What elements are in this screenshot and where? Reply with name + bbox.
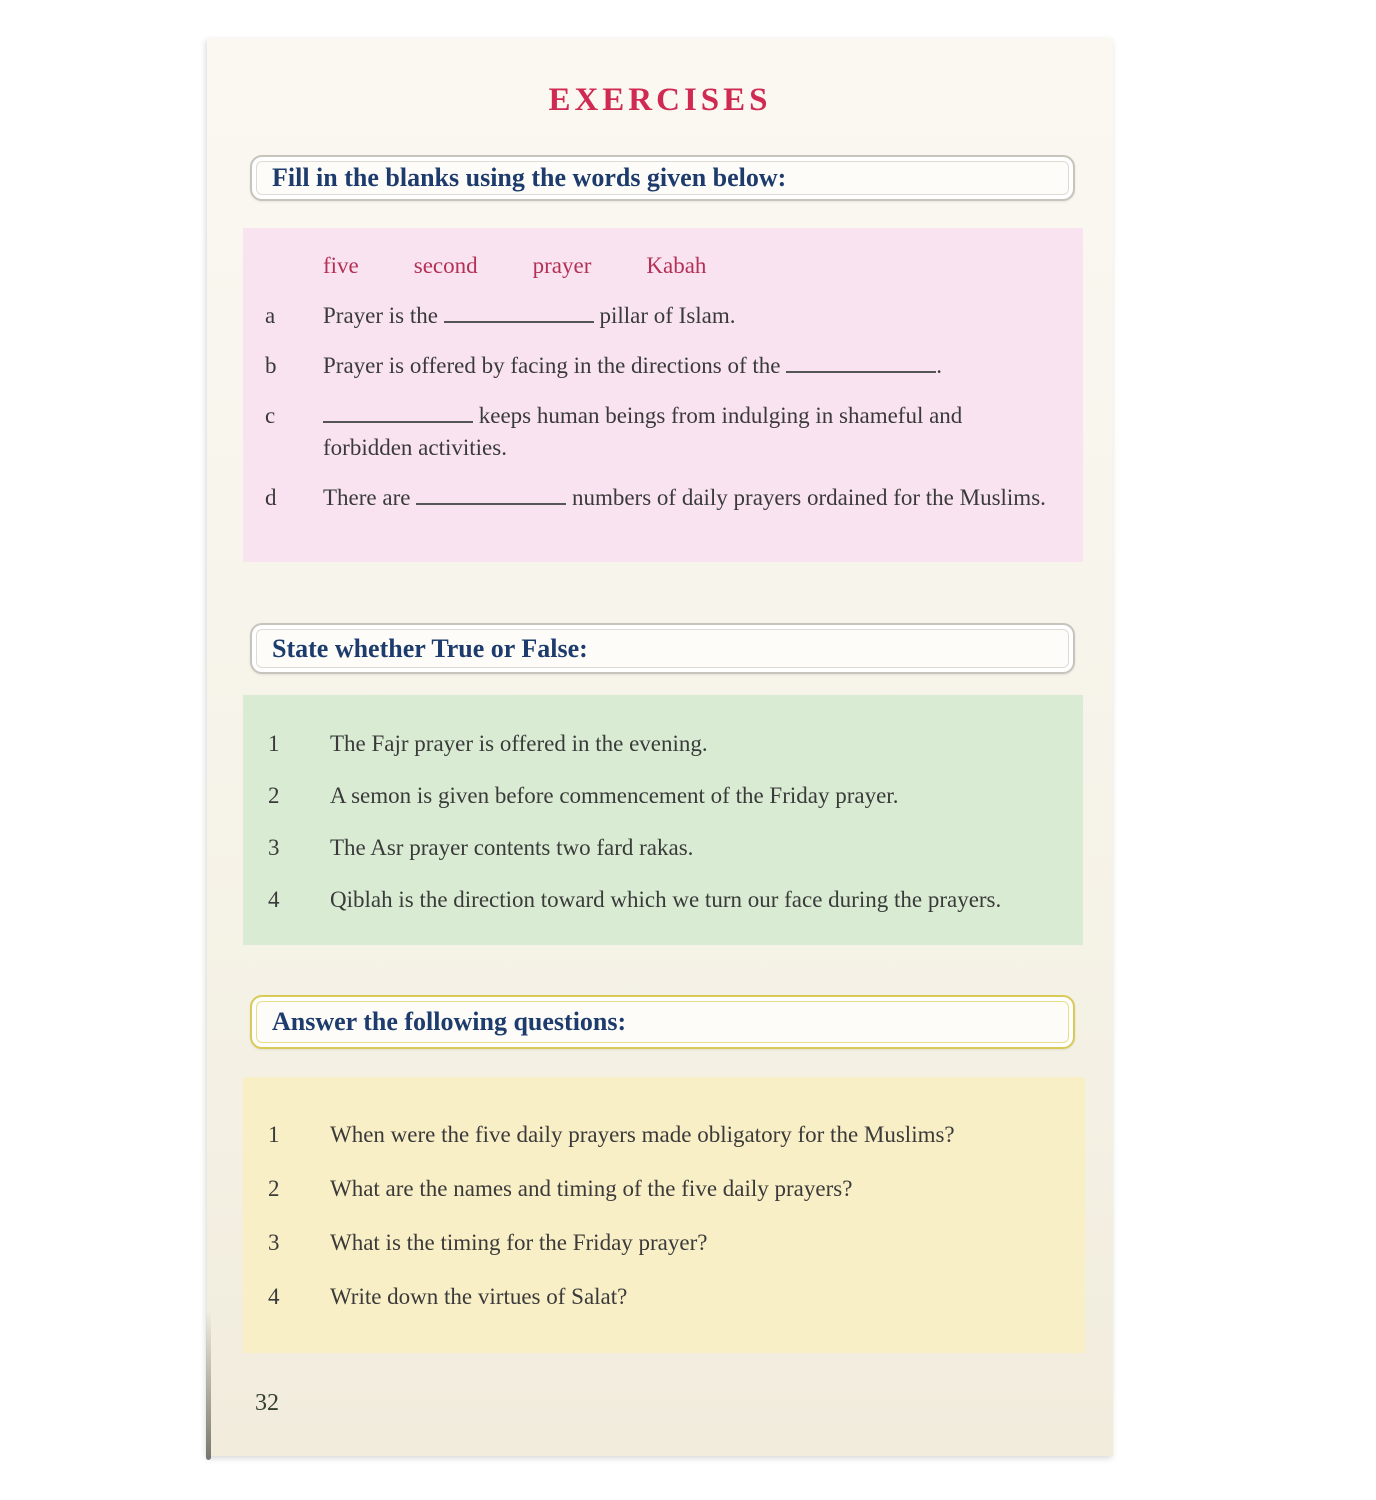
word-bank-item: second <box>413 253 478 278</box>
section-header-fill-in-blanks-label: Fill in the blanks using the words given below: <box>272 163 787 192</box>
blank-line <box>416 489 566 505</box>
fill-item-letter: a <box>265 303 276 328</box>
fill-item-text-segment: pillar of Islam. <box>593 303 736 328</box>
book-page <box>207 38 1113 1456</box>
fill-item-c <box>243 400 1083 464</box>
fill-item-letter: b <box>265 353 277 378</box>
question-item-4 <box>243 1281 1085 1313</box>
fill-item-letter: d <box>265 485 277 510</box>
fill-item-text <box>323 350 1048 382</box>
fill-item-d <box>243 482 1083 514</box>
fill-item-text <box>323 482 1048 514</box>
fill-item-text-segment: Prayer is offered by facing in the directions of the <box>323 353 787 378</box>
fill-item-letter: c <box>265 403 276 428</box>
question-item-text: What are the names and timing of the five daily prayers? <box>330 1176 853 1201</box>
true-false-item-3 <box>243 832 1083 864</box>
blank-line <box>444 307 594 323</box>
fill-item-text <box>323 400 1048 464</box>
page-number: 32 <box>255 1390 279 1416</box>
question-item-number: 4 <box>268 1284 280 1309</box>
true-false-item-2 <box>243 780 1083 812</box>
true-false-item-text: Qiblah is the direction toward which we turn our face during the prayers. <box>330 887 1002 912</box>
fill-item-text-segment: . <box>936 353 943 378</box>
question-item-number: 2 <box>268 1176 280 1201</box>
questions-panel <box>243 1077 1085 1353</box>
word-bank-item: prayer <box>532 253 592 278</box>
fill-item-text-segment: numbers of daily prayers ordained for the Muslims. <box>566 485 1046 510</box>
fill-item-text-segment: Prayer is the <box>323 303 444 328</box>
true-false-item-number: 2 <box>268 783 280 808</box>
question-item-text: Write down the virtues of Salat? <box>330 1284 628 1309</box>
fill-in-blanks-items <box>243 300 1083 514</box>
page-title: EXERCISES <box>548 82 772 118</box>
fill-in-blanks-panel <box>243 228 1083 562</box>
question-item-2 <box>243 1173 1085 1205</box>
true-false-item-text: The Asr prayer contents two fard rakas. <box>330 835 694 860</box>
true-false-item-1 <box>243 728 1083 760</box>
word-bank-item: five <box>323 253 359 278</box>
question-items <box>243 1119 1085 1313</box>
section-header-true-false-label: State whether True or False: <box>272 633 588 663</box>
question-item-number: 3 <box>268 1230 280 1255</box>
section-header-fill-in-blanks <box>250 155 1075 201</box>
blank-line <box>786 357 936 373</box>
true-false-item-number: 1 <box>268 731 280 756</box>
true-false-panel <box>243 695 1083 945</box>
true-false-items <box>243 728 1083 916</box>
true-false-item-4 <box>243 884 1083 916</box>
true-false-item-text: The Fajr prayer is offered in the evening. <box>330 731 708 756</box>
section-header-questions-label: Answer the following questions: <box>272 1007 627 1036</box>
fill-item-text-segment: There are <box>323 485 417 510</box>
fill-item-text-segment: keeps human beings from indulging in shameful and forbidden activities. <box>323 403 963 460</box>
true-false-item-number: 4 <box>268 887 280 912</box>
section-header-questions <box>250 995 1075 1049</box>
true-false-item-number: 3 <box>268 835 280 860</box>
blank-line <box>323 407 473 423</box>
fill-item-b <box>243 350 1083 382</box>
question-item-text: When were the five daily prayers made obligatory for the Muslims? <box>330 1122 955 1147</box>
question-item-1 <box>243 1119 1085 1151</box>
question-item-text: What is the timing for the Friday prayer? <box>330 1230 708 1255</box>
fill-item-a <box>243 300 1083 332</box>
fill-item-text <box>323 300 1048 332</box>
true-false-item-text: A semon is given before commencement of the Friday prayer. <box>330 783 899 808</box>
question-item-number: 1 <box>268 1122 280 1147</box>
question-item-3 <box>243 1227 1085 1259</box>
word-bank <box>243 228 1083 282</box>
section-header-true-false <box>250 623 1075 674</box>
word-bank-item: Kabah <box>646 253 707 278</box>
